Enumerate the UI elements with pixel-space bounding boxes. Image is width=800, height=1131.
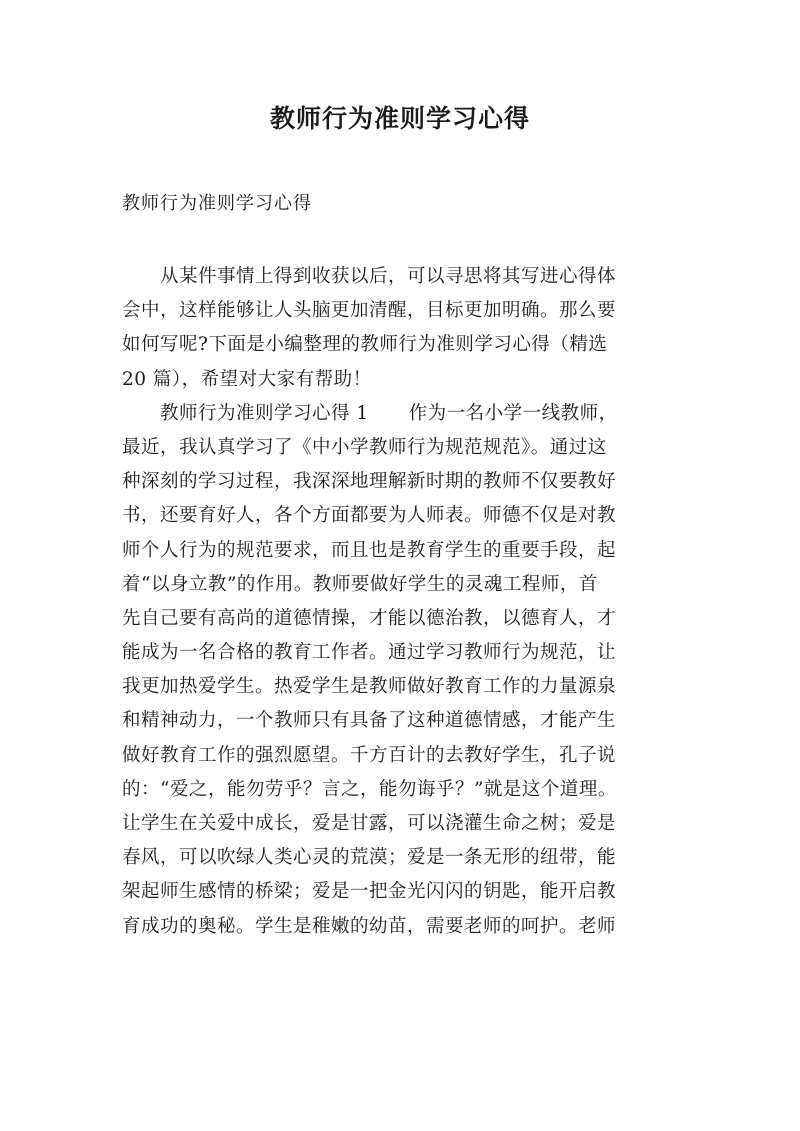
body-line: 会中，这样能够让人头脑更加清醒，目标更加明确。那么要 [122,300,617,322]
body-line [122,397,694,431]
body-line: 做好教育工作的强烈愿望。千方百计的去教好学生，孔子说 [122,744,617,766]
body-line: 让学生在关爱中成长，爱是甘露，可以浇灌生命之树；爱是 [122,813,617,834]
body-line: 书，还要育好人，各个方面都要为人师表。师德不仅是对教 [122,505,617,527]
body-line: 春风，可以吹绿人类心灵的荒漠；爱是一条无形的纽带，能 [122,847,617,869]
body-line: 最近，我认真学习了《中小学教师行为规范规范》。通过这 [122,436,607,458]
body-line: 从某件事情上得到收获以后，可以寻思将其写进心得体 [160,266,617,287]
body-line: 着“以身立教”的作用。教师要做好学生的灵魂工程师，首 [122,573,598,595]
body-line: 先自己要有高尚的道德情操，才能以德治教，以德育人，才 [122,607,617,629]
body-line: 的：“爱之，能勿劳乎？言之，能勿诲乎？”就是这个道理。 [122,778,617,800]
body-line: 如何写呢?下面是小编整理的教师行为准则学习心得（精选 [122,334,608,356]
document-subtitle: 教师行为准则学习心得 [122,193,312,214]
document-body [122,260,694,944]
body-line: 20 篇），希望对大家有帮助！ [122,368,372,390]
section-lead-text: 作为一名小学一线教师， [408,402,618,424]
body-line: 和精神动力，一个教师只有具备了这种道德情感，才能产生 [122,710,617,732]
document-title: 教师行为准则学习心得 [269,104,530,133]
body-line: 育成功的奥秘。学生是稚嫩的幼苗，需要老师的呵护。老师 [122,915,617,937]
body-line: 能成为一名合格的教育工作者。通过学习教师行为规范，让 [122,642,617,664]
body-line: 架起师生感情的桥梁；爱是一把金光闪闪的钥匙，能开启教 [122,881,617,903]
body-line: 我更加热爱学生。热爱学生是教师做好教育工作的力量源泉 [122,676,617,698]
body-line: 师个人行为的规范要求，而且也是教育学生的重要手段，起 [122,539,617,561]
section-heading: 教师行为准则学习心得 1 [160,402,369,424]
body-line: 种深刻的学习过程，我深深地理解新时期的教师不仅要教好 [122,471,617,493]
